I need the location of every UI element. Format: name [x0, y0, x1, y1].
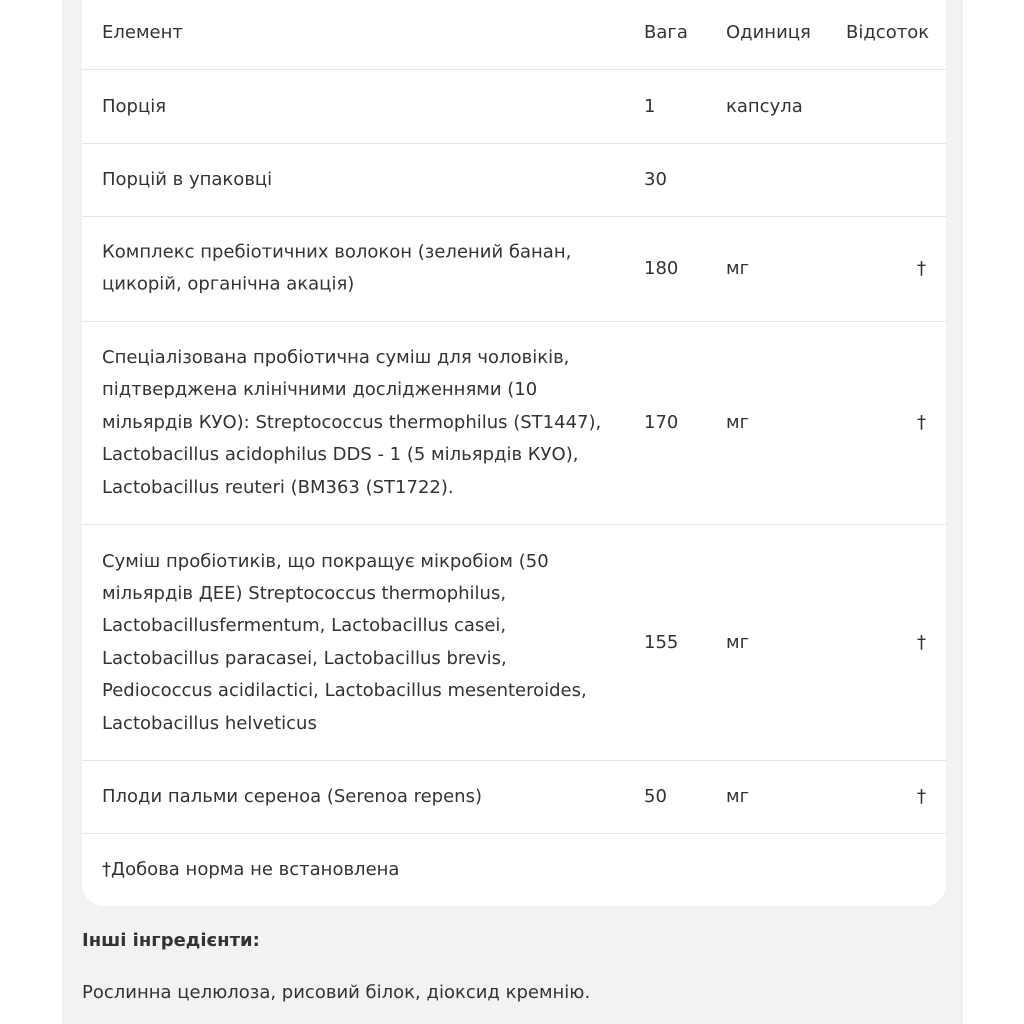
row-name: Порція [102, 95, 167, 117]
table-row [82, 322, 946, 525]
header-unit: Одиниця [726, 22, 811, 44]
row-percent: † [917, 257, 926, 279]
row-percent: † [917, 785, 926, 807]
row-name: Порцій в упаковці [102, 168, 273, 190]
row-unit: мг [726, 785, 750, 807]
row-name: Спеціалізована пробіотична суміш для чоловіків, підтверджена клінічними дослідженнями (10 мільярдів КУО): Streptococcus thermophilus (ST1447), Lactobacillus acidophilus DDS - 1 (5 мільярдів КУО), Lactobacillus reuteri (BM363 (ST1722). [102, 346, 602, 498]
row-name: Комплекс пребіотичних волокон (зелений банан, цикорій, органічна акація) [102, 241, 572, 295]
table-row [82, 761, 946, 834]
table-row [82, 217, 946, 322]
table-row [82, 70, 946, 144]
row-unit: капсула [726, 95, 803, 117]
header-percent: Відсоток [846, 22, 930, 44]
table-footnote-row [82, 834, 946, 906]
row-weight: 1 [644, 95, 656, 117]
row-unit: мг [726, 257, 750, 279]
row-weight: 180 [644, 257, 679, 279]
row-weight: 30 [644, 168, 667, 190]
row-weight: 155 [644, 631, 679, 653]
table-row [82, 144, 946, 217]
row-unit: мг [726, 631, 750, 653]
table-header-row [82, 0, 946, 70]
other-ingredients-title: Інші інгредієнти: [82, 930, 260, 951]
header-weight: Вага [644, 22, 688, 44]
row-unit: мг [726, 411, 750, 433]
nutrition-table [82, 0, 946, 906]
header-name: Елемент [102, 22, 183, 44]
row-weight: 170 [644, 411, 679, 433]
row-percent: † [917, 411, 926, 433]
table-row [82, 525, 946, 761]
other-ingredients-text: Рослинна целюлоза, рисовий білок, діоксид кремнію. [82, 982, 591, 1003]
row-weight: 50 [644, 785, 667, 807]
row-name: Плоди пальми сереноа (Serenoa repens) [102, 785, 482, 807]
row-name: Суміш пробіотиків, що покращує мікробіом (50 мільярдів ДЕЕ) Streptococcus thermophilus, Lactobacillusfermentum, Lactobacillus casei, Lactobacillus paracasei, Lactobacillus brevis, Pediococcus acidilactici, Lactobacillus mesenteroides, Lactobacillus helveticus [102, 550, 587, 734]
footnote: †Добова норма не встановлена [102, 858, 400, 880]
row-percent: † [917, 631, 926, 653]
